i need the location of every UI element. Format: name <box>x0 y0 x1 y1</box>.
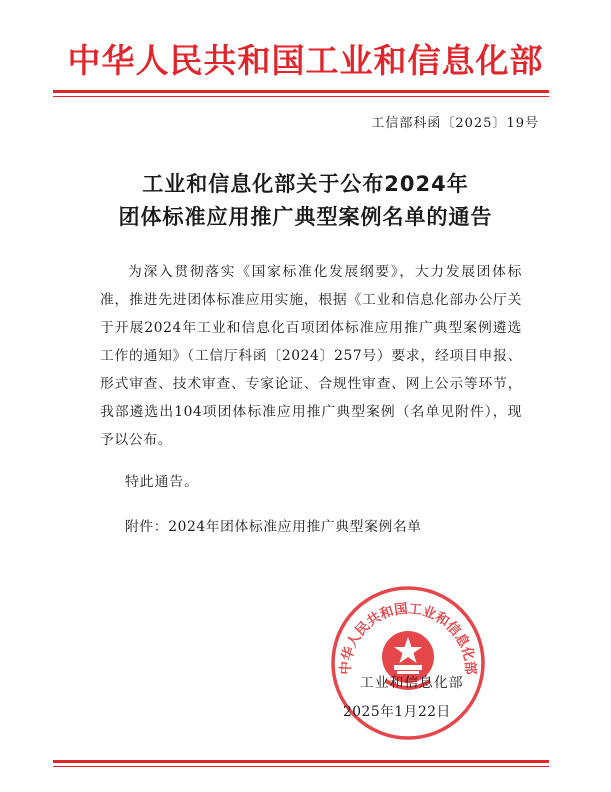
document-number: 工信部科函〔2025〕19号 <box>371 116 539 131</box>
signature-date: 2025年1月22日 <box>343 704 451 720</box>
footer-divider-thin <box>53 766 549 767</box>
footer-divider-thick <box>53 760 549 763</box>
signature-organization: 工业和信息化部 <box>360 675 464 691</box>
document-title-line2: 团体标准应用推广典型案例名单的通告 <box>118 205 493 229</box>
letterhead-title: 中华人民共和国工业和信息化部 <box>67 41 544 80</box>
seal-ring-text: 中华人民共和国工业和信息化部 <box>337 600 479 676</box>
attachment-line: 附件：2024年团体标准应用推广典型案例名单 <box>125 519 422 535</box>
header-divider-thin <box>53 96 549 97</box>
closing-line: 特此通告。 <box>125 474 199 490</box>
header-divider-thick <box>53 90 549 93</box>
document-title-line1: 工业和信息化部关于公布2024年 <box>142 172 469 196</box>
body-paragraph: 为深入贯彻落实《国家标准化发展纲要》，大力发展团体标准，推进先进团体标准应用实施，根据《工业和信息化部办公厅关于开展2024年工业和信息化百项团体标准应用推广典型案例遴选工作的通知》（工信厅科函〔2024〕257号）要求，经项目申报、形式审查、技术审查、专家论证、合规性审查、网上公示等环节，我部遴选出104项团体标准应用推广典型案例（名单见附件），现予以公布。 <box>100 264 522 448</box>
